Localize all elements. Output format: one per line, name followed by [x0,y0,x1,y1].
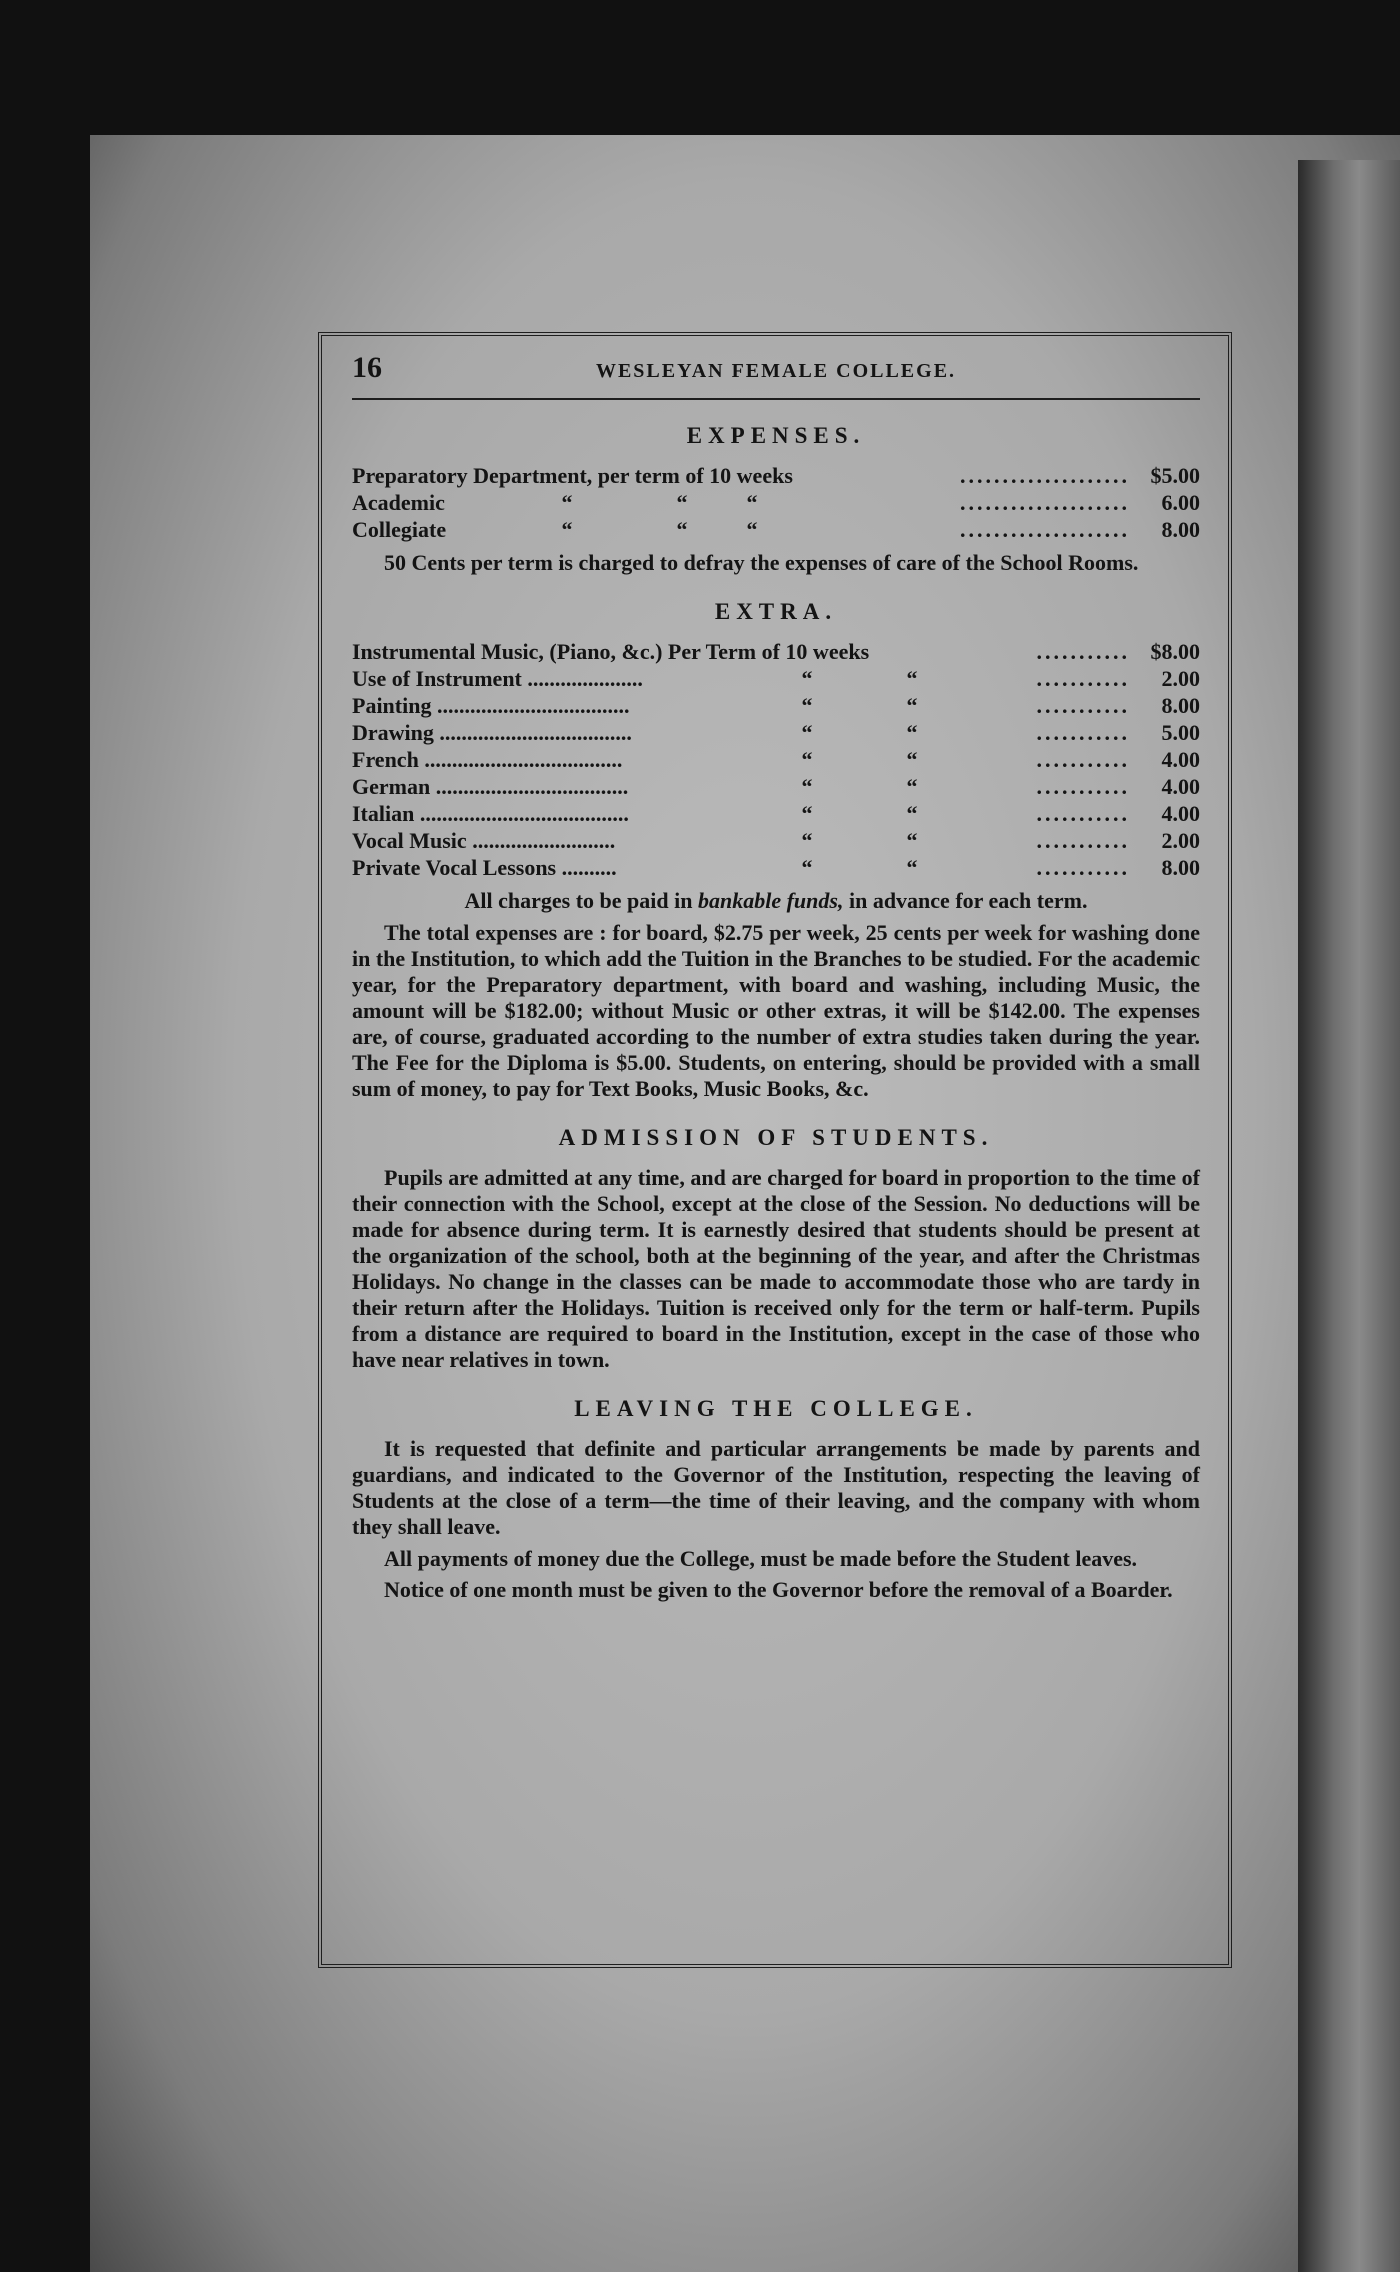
expense-label: Academic [352,490,445,516]
extra-row [352,693,1200,720]
ditto-mark: “ [801,828,813,854]
expense-label: Collegiate [352,517,447,543]
ditto-mark: “ [801,801,813,827]
extra-table [352,639,1200,882]
leader-dots: ........... [1036,693,1130,719]
ditto-mark: “ [801,774,813,800]
ditto-mark: “ [746,517,758,543]
ditto-mark: “ [906,855,918,881]
extra-amount: 4.00 [1161,774,1200,800]
extra-row [352,828,1200,855]
ditto-mark: “ [801,855,813,881]
extra-label: French .................................... [352,747,623,773]
ditto-mark: “ [561,490,573,516]
leader-dots: ........... [1036,720,1130,746]
leaving-paragraph: Notice of one month must be given to the Governor before the removal of a Boarder. [384,1577,1173,1603]
expenses-table [352,463,1200,544]
running-title: WESLEYAN FEMALE COLLEGE. [595,360,957,382]
extra-row [352,747,1200,774]
expense-row [352,490,1200,517]
expense-amount: 8.00 [1161,517,1200,543]
ditto-mark: “ [676,517,688,543]
extra-amount: 2.00 [1161,828,1200,854]
extra-row [352,666,1200,693]
ditto-mark: “ [746,490,758,516]
payment-terms: All charges to be paid in bankable funds, in advance for each term. [464,888,1088,914]
extra-amount: 4.00 [1161,801,1200,827]
extra-row [352,801,1200,828]
leader-dots: .................... [960,517,1130,543]
extra-label: Painting ................................... [352,693,630,719]
ditto-mark: “ [801,666,813,692]
expenses-heading: EXPENSES. [686,423,866,448]
expense-row [352,463,1200,490]
extra-label: Vocal Music .......................... [352,828,616,854]
extra-row [352,774,1200,801]
ditto-mark: “ [801,747,813,773]
spine-lettering [1352,820,1382,1520]
leader-dots: ........... [1036,774,1130,800]
leader-dots: ........... [1036,828,1130,854]
leaving-paragraph: All payments of money due the College, must be made before the Student leaves. [384,1545,1138,1571]
extra-amount: 8.00 [1161,855,1200,881]
extra-amount: 2.00 [1161,666,1200,692]
leaving-paragraph: It is requested that definite and particular arrangements be made by parents and guardians, and indicated to the Governor of the Institution, respecting the leaving of Students at the close of a term—the time of their leaving, and the company with whom they shall leave. [352,1435,1200,1539]
ditto-mark: “ [906,774,918,800]
book-spine [1298,160,1400,2272]
school-rooms-note: 50 Cents per term is charged to defray the expenses of care of the School Rooms. [384,550,1139,576]
leader-dots: ........... [1036,855,1130,881]
leader-dots: ........... [1036,666,1130,692]
expense-label: Preparatory Department, per term of 10 weeks [352,463,793,489]
extra-row [352,639,1200,666]
ditto-mark: “ [801,720,813,746]
ditto-mark: “ [801,693,813,719]
extra-label: German ................................... [352,774,629,800]
total-expenses-paragraph: The total expenses are : for board, $2.75 per week, 25 cents per week for washing done in the Institution, to which add the Tuition in the Branches to be studied. For the academic year, for the Preparatory department, with board and washing, including Music, the amount will be $182.00; without Music or other extras, it will be $142.00. The expenses are, of course, graduated according to the number of extra studies taken during the year. The Fee for the Diploma is $5.00. Students, on entering, should be provided with a small sum of money, to pay for Text Books, Music Books, &c. [352,920,1200,1101]
extra-label: Instrumental Music, (Piano, &c.) Per Term of 10 weeks [352,639,870,665]
extra-row [352,855,1200,882]
extra-label: Drawing ................................... [352,720,632,746]
ditto-mark: “ [906,747,918,773]
expense-amount: 6.00 [1161,490,1200,516]
ditto-mark: “ [906,801,918,827]
page-number: 16 [352,351,382,384]
extra-row [352,720,1200,747]
extra-amount: $8.00 [1150,639,1200,665]
extra-amount: 8.00 [1161,693,1200,719]
ditto-mark: “ [906,666,918,692]
leaving-heading: LEAVING THE COLLEGE. [574,1395,978,1421]
admission-heading: ADMISSION OF STUDENTS. [558,1124,994,1150]
leader-dots: .................... [960,463,1130,489]
leader-dots: ........... [1036,747,1130,773]
extra-label: Private Vocal Lessons .......... [352,855,617,881]
leader-dots: .................... [960,490,1130,516]
expense-amount: $5.00 [1150,463,1200,489]
ditto-mark: “ [906,720,918,746]
running-header [352,350,1200,400]
ditto-mark: “ [676,490,688,516]
ditto-mark: “ [561,517,573,543]
extra-amount: 5.00 [1161,720,1200,746]
extra-amount: 4.00 [1161,747,1200,773]
ditto-mark: “ [906,693,918,719]
leader-dots: ........... [1036,801,1130,827]
admission-paragraph: Pupils are admitted at any time, and are charged for board in proportion to the time of their connection with the School, except at the close of the Session. No deductions will be made for absence during term. It is earnestly desired that students should be present at the organization of the school, both at the beginning of the year, and after the Christmas Holidays. No change in the classes can be made to accommodate those who are tardy in their return after the Holidays. Tuition is received only for the term or half-term. Pupils from a distance are required to board in the Institution, except in the case of those who have near relatives in town. [352,1164,1200,1372]
expense-row [352,517,1200,544]
extra-heading: EXTRA. [714,599,838,625]
ditto-mark: “ [906,828,918,854]
extra-label: Italian ...................................... [352,801,629,827]
page-content [352,350,1200,1609]
leader-dots: ........... [1036,639,1130,665]
extra-label: Use of Instrument ..................... [352,666,643,692]
